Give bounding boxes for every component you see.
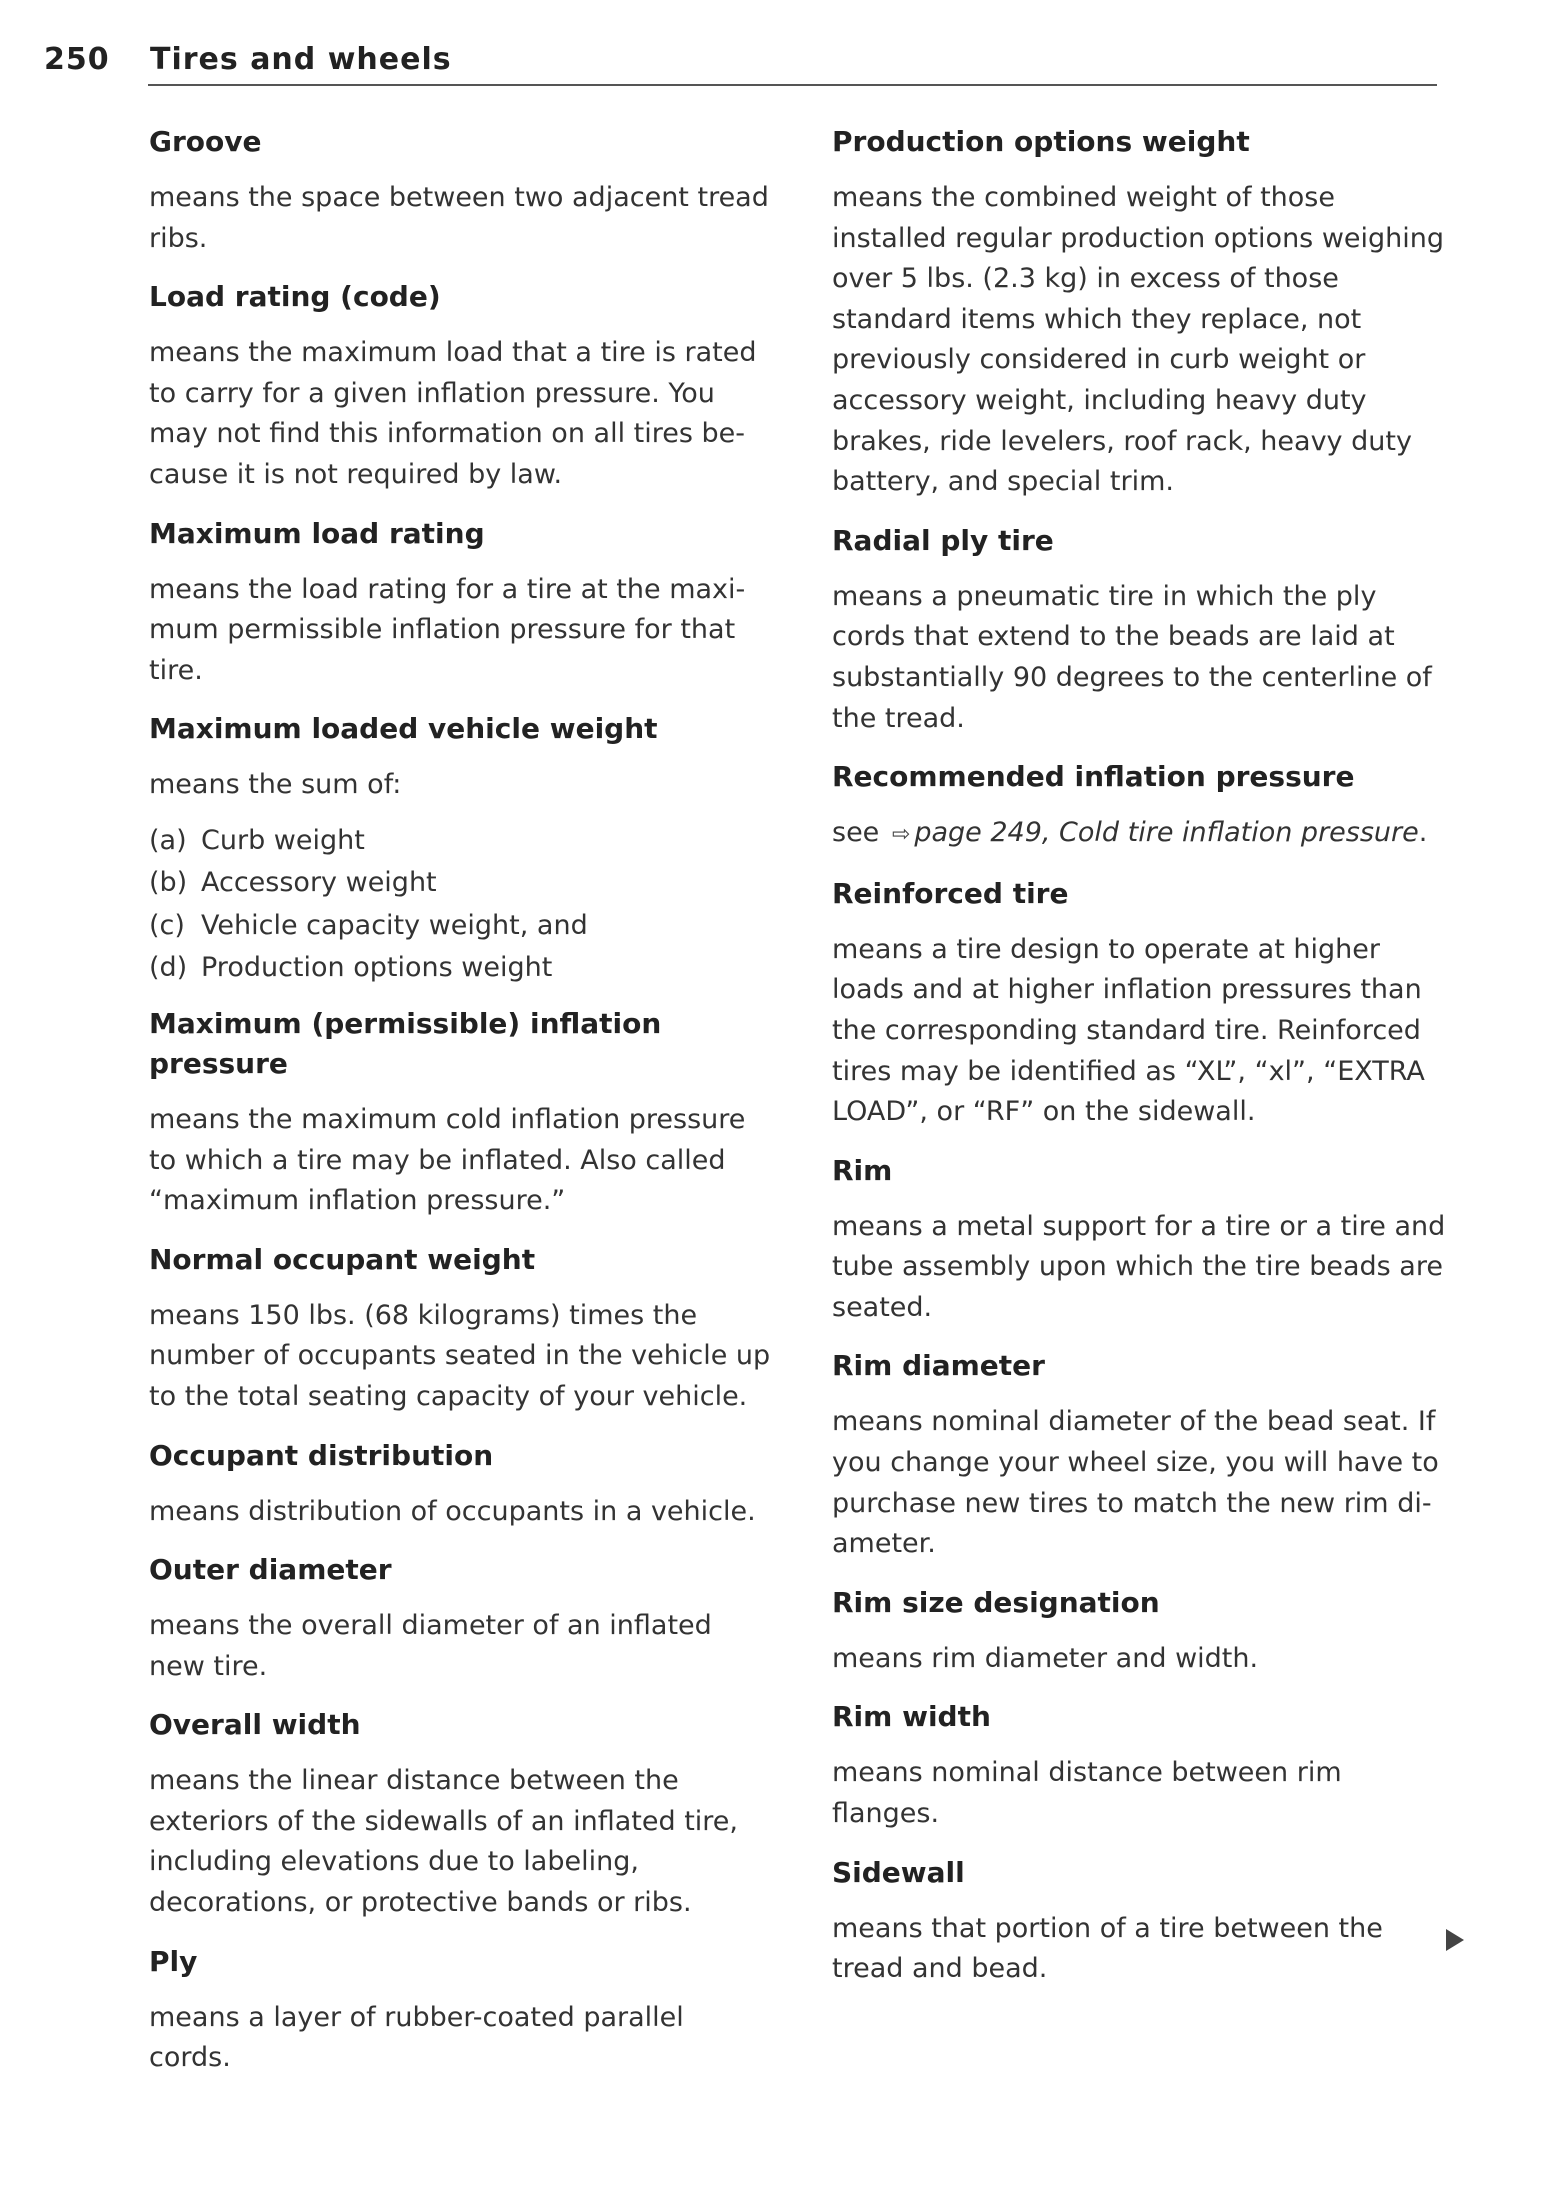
list-item-text: Curb weight [201, 824, 365, 856]
glossary-entry [832, 874, 1452, 1133]
list-marker: (a) [149, 824, 187, 856]
glossary-term: Overall width [149, 1708, 361, 1742]
reference-prefix: see [832, 817, 880, 849]
list-item-text: Accessory weight [201, 867, 437, 899]
glossary-definition: means the overall diameter of an inflated new tire. [149, 1610, 712, 1682]
glossary-entry [149, 1436, 774, 1533]
glossary-term: Reinforced tire [832, 876, 1069, 910]
glossary-entry [149, 709, 774, 990]
glossary-entry [149, 1942, 774, 2079]
list-marker: (d) [149, 952, 188, 984]
glossary-definition: means distribution of occupants in a vehicle. [149, 1495, 756, 1527]
glossary-definition: means the sum of: [149, 769, 402, 801]
list-item [149, 820, 774, 863]
glossary-definition: means 150 lbs. (68 kilograms) times the number of occupants seated in the vehicle up to the total seating capacity of your vehicle. [149, 1299, 771, 1412]
glossary-entry [149, 277, 774, 495]
continue-arrow-icon [1446, 1929, 1464, 1951]
header-divider [148, 84, 1437, 86]
right-column [832, 122, 1452, 2008]
glossary-entry [149, 122, 774, 259]
glossary-entry [832, 1853, 1452, 1990]
cross-reference [832, 813, 1452, 856]
glossary-definition: means the combined weight of those installed regular production options weighing over 5 lbs. (2.3 kg) in excess of those standard items which they replace, not previously considered in curb weight or accessory weight, including heavy duty brakes, ride levelers, roof rack, heavy duty battery, and special trim. [832, 182, 1445, 498]
reference-suffix: . [1418, 817, 1428, 849]
left-column [149, 122, 774, 2097]
list-item-text: Production options weight [201, 952, 553, 984]
glossary-definition: means nominal distance between rim flanges. [832, 1757, 1342, 1830]
glossary-entry [832, 122, 1452, 503]
glossary-definition: means the space between two adjacent tread ribs. [149, 182, 769, 254]
glossary-term: Normal occupant weight [149, 1242, 536, 1276]
glossary-definition: means the maximum cold inflation pressure to which a tire may be inflated. Also called “maximum inflation pressure.” [149, 1103, 746, 1217]
list-item [149, 905, 774, 948]
glossary-entry [149, 1705, 774, 1923]
page-number: 250 [44, 42, 110, 77]
glossary-term: Rim [832, 1153, 893, 1187]
glossary-entry [832, 1583, 1452, 1680]
glossary-definition: means that portion of a tire between the tread and bead. [832, 1912, 1383, 1985]
glossary-definition: means a metal support for a tire or a tire and tube assembly upon which the tire beads are seated. [832, 1210, 1446, 1323]
glossary-entry [832, 1697, 1452, 1834]
glossary-entry [149, 1004, 774, 1222]
glossary-definition: means a pneumatic tire in which the ply cords that extend to the beads are laid at substantially 90 degrees to the centerline of the tread. [832, 580, 1432, 734]
section-title: Tires and wheels [150, 42, 452, 77]
glossary-term: Load rating (code) [149, 280, 441, 314]
glossary-term: Ply [149, 1944, 198, 1978]
page-reference-link[interactable]: page 249, Cold tire inflation pressure [914, 817, 1419, 849]
list-marker: (c) [149, 909, 185, 941]
glossary-term: Production options weight [832, 125, 1250, 158]
glossary-term: Maximum (permissible) inflation pressure [149, 1006, 662, 1080]
glossary-entry [149, 514, 774, 692]
glossary-term: Sidewall [832, 1855, 965, 1889]
glossary-term: Rim size designation [832, 1585, 1160, 1619]
glossary-entry [832, 1346, 1452, 1564]
glossary-entry [832, 757, 1452, 856]
list-item-text: Vehicle capacity weight, and [201, 909, 588, 941]
list-marker: (b) [149, 867, 188, 899]
glossary-term: Rim width [832, 1700, 991, 1734]
glossary-definition: means nominal diameter of the bead seat. If you change your wheel size, you will have to purchase new tires to match the new rim diameter. [832, 1406, 1439, 1560]
glossary-term: Maximum loaded vehicle weight [149, 712, 658, 746]
glossary-entry [832, 1151, 1452, 1329]
glossary-definition: means rim diameter and width. [832, 1642, 1259, 1674]
arrow-right-icon: ⇨ [891, 822, 911, 848]
list-item [149, 862, 774, 905]
page-header [40, 42, 1440, 86]
glossary-term: Occupant distribution [149, 1438, 494, 1472]
glossary-term: Rim diameter [832, 1349, 1045, 1383]
glossary-entry [149, 1550, 774, 1687]
glossary-definition: means a tire design to operate at higher loads and at higher inflation pressures than the corresponding standard tire. Reinforced tires may be identified as “XL”, “xl”, “EXTRA LOAD”, or “RF” on the sidewall. [832, 933, 1425, 1128]
glossary-definition: means the load rating for a tire at the maximum permissible inflation pressure for that tire. [149, 573, 746, 686]
glossary-term: Recommended inflation pressure [832, 760, 1355, 794]
glossary-term: Groove [149, 125, 262, 158]
glossary-definition: means a layer of rubber-coated parallel cords. [149, 2001, 684, 2074]
list-item [149, 947, 774, 990]
glossary-entry [149, 1240, 774, 1418]
glossary-entry [832, 521, 1452, 739]
glossary-term: Radial ply tire [832, 523, 1054, 557]
glossary-term: Outer diameter [149, 1553, 392, 1587]
glossary-definition: means the maximum load that a tire is rated to carry for a given inflation pressure. You may not find this information on all tires because it is not required by law. [149, 337, 757, 490]
glossary-definition: means the linear distance between the exteriors of the sidewalls of an inflated tire, including elevations due to labeling, decorations, or protective bands or ribs. [149, 1765, 739, 1919]
sum-list [149, 820, 774, 990]
glossary-term: Maximum load rating [149, 516, 485, 550]
